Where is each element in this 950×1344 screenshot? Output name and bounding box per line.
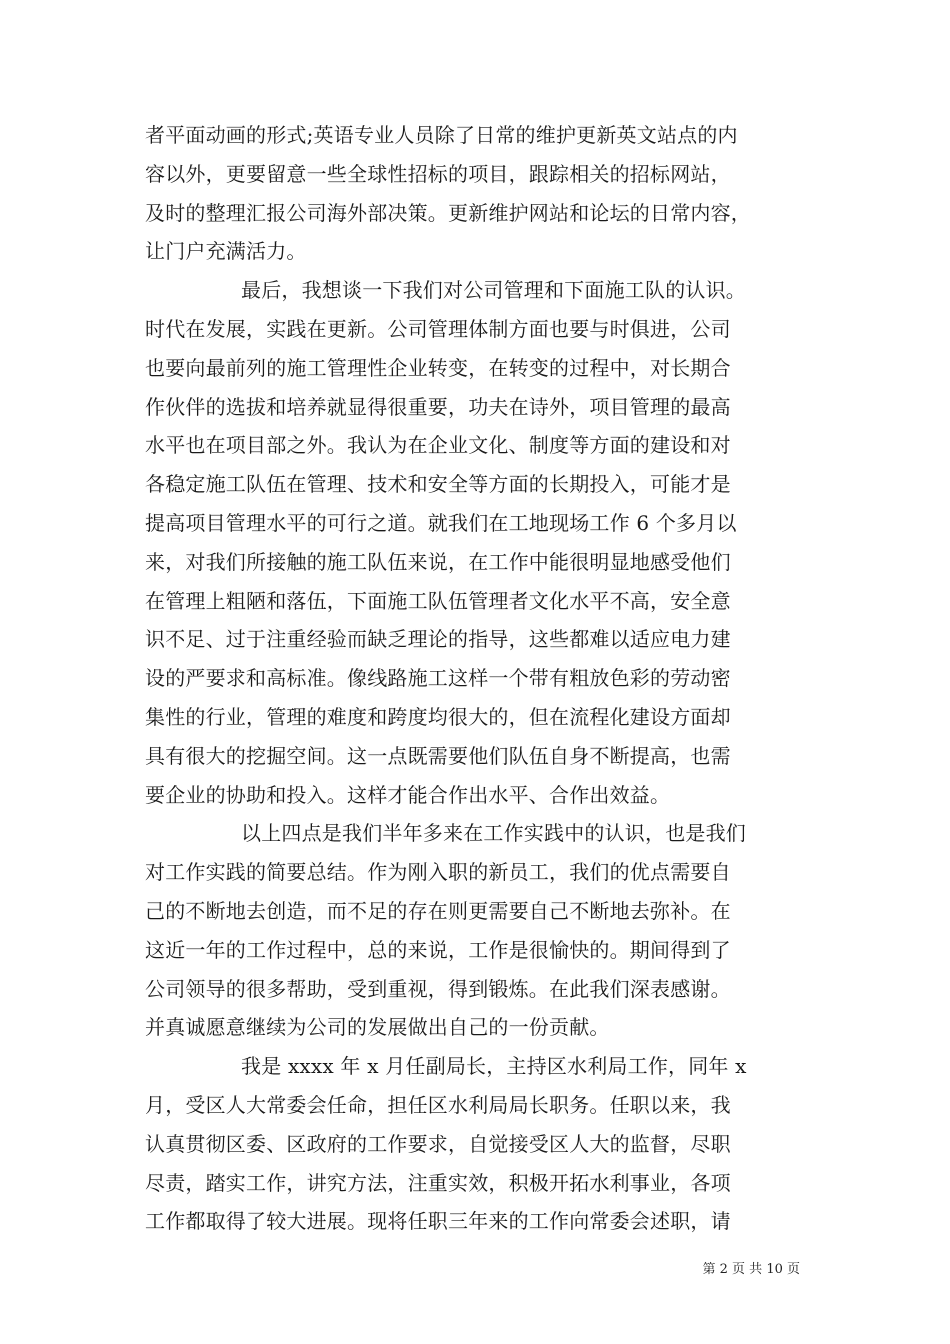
text-line: 己的不断地去创造，而不足的存在则更需要自己不断地去弥补。在 <box>145 898 731 923</box>
text-line: 容以外，更要留意一些全球性招标的项目，跟踪相关的招标网站， <box>145 161 731 186</box>
text-line: 工作都取得了较大进展。现将任职三年来的工作向常委会述职，请 <box>145 1209 731 1234</box>
text-line: 及时的整理汇报公司海外部决策。更新维护网站和论坛的日常内容， <box>145 200 751 225</box>
text-line: 在管理上粗陋和落伍，下面施工队伍管理者文化水平不高，安全意 <box>145 588 731 613</box>
text-line: 设的严要求和高标准。像线路施工这样一个带有粗放色彩的劳动密 <box>145 666 731 691</box>
text-line: 具有很大的挖掘空间。这一点既需要他们队伍自身不断提高，也需 <box>145 743 731 768</box>
document-body <box>145 116 807 1241</box>
text-line: 集性的行业，管理的难度和跨度均很大的，但在流程化建设方面却 <box>145 704 731 729</box>
text-line: 也要向最前列的施工管理性企业转变，在转变的过程中，对长期合 <box>145 355 731 380</box>
text-line: 认真贯彻区委、区政府的工作要求，自觉接受区人大的监督，尽职 <box>145 1131 731 1156</box>
text-line: 各稳定施工队伍在管理、技术和安全等方面的长期投入，可能才是 <box>145 472 731 497</box>
text-line: 来，对我们所接触的施工队伍来说，在工作中能很明显地感受他们 <box>145 549 731 574</box>
text-line: 提高项目管理水平的可行之道。就我们在工地现场工作 6 个多月以 <box>145 510 737 535</box>
text-line: 要企业的协助和投入。这样才能合作出水平、合作出效益。 <box>145 782 671 807</box>
text-line: 时代在发展，实践在更新。公司管理体制方面也要与时俱进，公司 <box>145 316 731 341</box>
page-number: 第 2 页 共 10 页 <box>702 1262 800 1277</box>
text-line: 作伙伴的选拔和培养就显得很重要，功夫在诗外，项目管理的最高 <box>145 394 731 419</box>
text-line: 对工作实践的简要总结。作为刚入职的新员工，我们的优点需要自 <box>145 860 731 885</box>
text-line: 月，受区人大常委会任命，担任区水利局局长职务。任职以来，我 <box>145 1092 731 1117</box>
text-line: 尽责，踏实工作，讲究方法，注重实效，积极开拓水利事业，各项 <box>145 1170 731 1195</box>
text-line: 者平面动画的形式;英语专业人员除了日常的维护更新英文站点的内 <box>145 123 738 147</box>
paragraph-first-line: 以上四点是我们半年多来在工作实践中的认识，也是我们 <box>241 821 746 846</box>
text-line: 水平也在项目部之外。我认为在企业文化、制度等方面的建设和对 <box>145 433 731 458</box>
text-line: 并真诚愿意继续为公司的发展做出自己的一份贡献。 <box>145 1015 610 1040</box>
paragraph-first-line: 我是 xxxx 年 x 月任副局长，主持区水利局工作，同年 x <box>241 1054 747 1079</box>
paragraph-first-line: 最后，我想谈一下我们对公司管理和下面施工队的认识。 <box>241 278 746 303</box>
text-line: 让门户充满活力。 <box>145 239 307 264</box>
text-line: 识不足、过于注重经验而缺乏理论的指导，这些都难以适应电力建 <box>145 627 731 652</box>
text-line: 公司领导的很多帮助，受到重视，得到锻炼。在此我们深表感谢。 <box>145 976 731 1001</box>
text-line: 这近一年的工作过程中，总的来说，工作是很愉快的。期间得到了 <box>145 937 731 962</box>
